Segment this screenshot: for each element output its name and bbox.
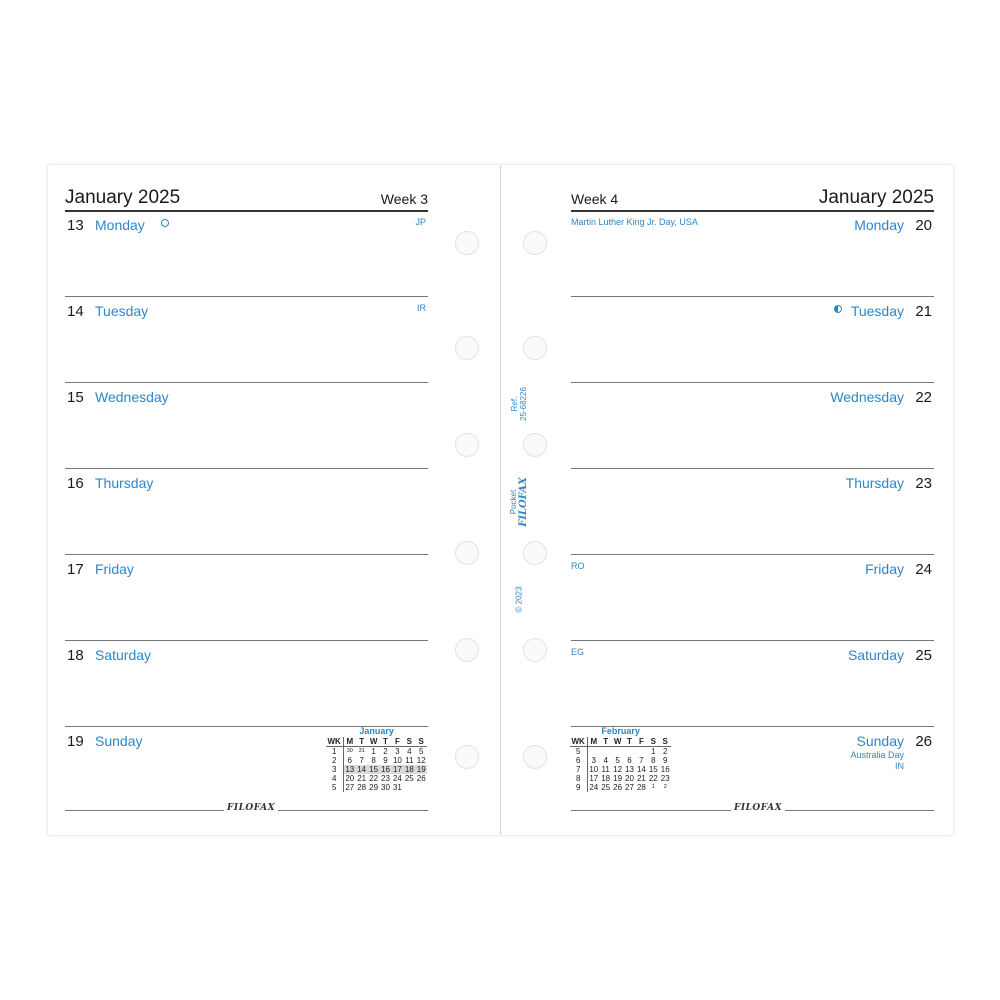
date-cell — [624, 747, 636, 757]
brand-logo: FILOFAX — [731, 803, 785, 813]
spine-brand: FILOFAX — [518, 477, 529, 527]
mini-calendar-february — [570, 726, 671, 792]
mini-calendar-row — [570, 774, 671, 783]
date-cell: 8 — [651, 756, 656, 765]
date-cell: 21 — [636, 774, 646, 783]
binder-hole — [523, 231, 547, 255]
date-cell: 14 — [636, 765, 646, 774]
date-cell: 25 — [601, 783, 611, 792]
binder-hole — [455, 541, 479, 565]
day-name: Tuesday — [95, 303, 149, 319]
mini-calendar-row — [570, 747, 671, 757]
date-cell: 2 — [663, 784, 667, 790]
date-cell: 24 — [589, 783, 599, 792]
size-label: Pocket — [509, 489, 518, 515]
day-wednesday[interactable] — [65, 383, 428, 469]
date-cell: 5 — [418, 747, 424, 756]
date-cell: 1 — [371, 747, 376, 756]
date-cell: 5 — [615, 756, 620, 765]
date-cell: 30 — [381, 783, 390, 792]
mini-calendar-header: F — [635, 737, 647, 747]
mini-calendar-header: S — [415, 737, 427, 747]
date-cell: 31 — [358, 748, 365, 754]
date-cell — [600, 747, 612, 757]
day-number: 22 — [915, 389, 932, 406]
week-number: 1 — [326, 747, 343, 757]
date-cell: 27 — [345, 783, 355, 792]
week-label: Week 4 — [571, 191, 619, 207]
day-tuesday[interactable] — [571, 297, 934, 383]
day-name: Saturday — [847, 647, 904, 663]
week-number: 5 — [326, 783, 343, 792]
day-name: Wednesday — [830, 389, 904, 405]
date-cell: 4 — [407, 747, 412, 756]
reference-code — [510, 364, 528, 444]
binder-hole — [455, 745, 479, 769]
day-name: Monday — [854, 217, 904, 233]
day-name: Friday — [865, 561, 904, 577]
holiday-note: Martin Luther King Jr. Day, USA — [571, 217, 698, 227]
day-number: 26 — [915, 733, 932, 750]
holiday-note-secondary: IN — [895, 761, 904, 771]
binder-hole — [523, 745, 547, 769]
size-brand-mark — [509, 462, 529, 542]
date-cell: 12 — [613, 765, 623, 774]
date-cell: 29 — [369, 783, 379, 792]
day-name: Friday — [95, 561, 134, 577]
date-cell: 18 — [404, 765, 414, 774]
mini-calendar-row — [326, 756, 427, 765]
date-cell: 15 — [648, 765, 658, 774]
week-number: 9 — [570, 783, 587, 792]
date-cell: 1 — [651, 747, 656, 756]
date-cell: 21 — [357, 774, 367, 783]
day-monday[interactable] — [65, 211, 428, 297]
mini-calendar-header: F — [391, 737, 403, 747]
day-thursday[interactable] — [571, 469, 934, 555]
mini-calendar-row-current-week — [326, 765, 427, 774]
ref-code: 25-68226 — [519, 387, 528, 421]
day-friday[interactable] — [65, 555, 428, 641]
week-number: 3 — [326, 765, 343, 774]
day-number: 15 — [67, 389, 84, 406]
week-number: 7 — [570, 765, 587, 774]
day-number: 17 — [67, 561, 84, 578]
day-name: Tuesday — [850, 303, 904, 319]
date-cell: 4 — [603, 756, 608, 765]
date-cell: 26 — [416, 774, 426, 783]
day-name: Thursday — [845, 475, 904, 491]
new-moon-icon — [161, 219, 169, 227]
date-cell: 10 — [589, 765, 599, 774]
day-saturday[interactable] — [65, 641, 428, 727]
mini-calendar-header: S — [403, 737, 415, 747]
page-title: January 2025 — [65, 187, 181, 208]
date-cell: 3 — [395, 747, 400, 756]
mini-calendar-title: January — [359, 726, 394, 736]
date-cell — [403, 783, 415, 792]
date-cell: 16 — [381, 765, 390, 774]
mini-calendar-header: WK — [570, 737, 587, 747]
date-cell: 6 — [347, 756, 352, 765]
binder-hole — [455, 433, 479, 457]
holiday-note: Australia Day — [850, 750, 904, 760]
diary-refill-sheet — [48, 165, 953, 835]
date-cell: 18 — [601, 774, 611, 783]
mini-calendar-row — [326, 747, 427, 757]
date-cell: 16 — [660, 765, 670, 774]
date-cell: 23 — [660, 774, 670, 783]
day-number: 14 — [67, 303, 84, 320]
date-cell: 3 — [591, 756, 596, 765]
date-cell: 23 — [381, 774, 390, 783]
date-cell: 27 — [625, 783, 634, 792]
page-title: January 2025 — [818, 187, 934, 208]
date-cell: 9 — [383, 756, 388, 765]
date-cell: 31 — [392, 783, 402, 792]
date-cell — [415, 783, 427, 792]
day-name: Wednesday — [95, 389, 169, 405]
date-cell: 13 — [345, 765, 355, 774]
mini-calendar-row — [326, 783, 427, 792]
mini-calendar-header: M — [343, 737, 355, 747]
mini-calendar-header: WK — [326, 737, 343, 747]
date-cell — [612, 747, 624, 757]
mini-calendar-header: T — [380, 737, 392, 747]
week-number: 5 — [570, 747, 587, 757]
date-cell: 1 — [651, 784, 655, 790]
day-number: 20 — [915, 217, 932, 234]
day-number: 16 — [67, 475, 84, 492]
binder-hole — [455, 638, 479, 662]
week-number: 2 — [326, 756, 343, 765]
holiday-note: IR — [417, 303, 426, 313]
day-number: 13 — [67, 217, 84, 234]
week-number: 6 — [570, 756, 587, 765]
brand-logo: FILOFAX — [224, 803, 278, 813]
mini-calendar-row — [570, 783, 671, 792]
date-cell: 20 — [345, 774, 355, 783]
date-cell: 6 — [627, 756, 632, 765]
date-cell: 28 — [636, 783, 646, 792]
week-label: Week 3 — [380, 191, 428, 207]
day-number: 25 — [915, 647, 932, 664]
date-cell: 11 — [601, 765, 610, 774]
day-name: Saturday — [95, 647, 152, 663]
date-cell: 2 — [383, 747, 388, 756]
day-monday[interactable] — [571, 211, 934, 297]
day-name: Thursday — [95, 475, 154, 491]
date-cell: 7 — [359, 756, 364, 765]
date-cell: 13 — [625, 765, 634, 774]
day-number: 19 — [67, 733, 84, 750]
date-cell: 24 — [392, 774, 402, 783]
date-cell: 25 — [404, 774, 414, 783]
mini-calendar-header: W — [368, 737, 380, 747]
date-cell: 17 — [392, 765, 402, 774]
day-friday[interactable] — [571, 555, 934, 641]
first-quarter-moon-icon — [834, 305, 842, 313]
date-cell: 19 — [613, 774, 623, 783]
date-cell: 2 — [662, 747, 668, 756]
date-cell: 17 — [589, 774, 599, 783]
mini-calendar-january — [326, 726, 427, 792]
day-number: 24 — [915, 561, 932, 578]
binder-hole — [523, 638, 547, 662]
holiday-note: JP — [415, 217, 426, 227]
date-cell: 12 — [416, 756, 426, 765]
day-tuesday[interactable] — [65, 297, 428, 383]
mini-calendar-header: S — [659, 737, 671, 747]
ref-label: Ref. — [510, 396, 519, 412]
date-cell: 19 — [416, 765, 426, 774]
date-cell: 28 — [357, 783, 367, 792]
mini-calendar-header: T — [624, 737, 636, 747]
mini-calendar-header: W — [612, 737, 624, 747]
week-number: 4 — [326, 774, 343, 783]
holiday-note: RO — [571, 561, 585, 571]
day-wednesday[interactable] — [571, 383, 934, 469]
date-cell: 22 — [369, 774, 379, 783]
binder-hole — [455, 231, 479, 255]
day-name: Sunday — [95, 733, 143, 749]
binder-hole — [455, 336, 479, 360]
mini-calendar-row — [326, 774, 427, 783]
copyright: © 2023 — [514, 586, 524, 613]
holiday-note: EG — [571, 647, 585, 657]
left-page — [48, 165, 500, 835]
day-saturday[interactable] — [571, 641, 934, 727]
mini-calendar-header: S — [647, 737, 659, 747]
mini-calendar-header: T — [600, 737, 612, 747]
date-cell: 26 — [613, 783, 623, 792]
mini-calendar-title: February — [601, 726, 640, 736]
date-cell: 8 — [371, 756, 376, 765]
day-number: 23 — [915, 475, 932, 492]
date-cell: 14 — [357, 765, 367, 774]
day-number: 18 — [67, 647, 84, 664]
day-thursday[interactable] — [65, 469, 428, 555]
date-cell: 10 — [392, 756, 402, 765]
date-cell — [587, 747, 599, 757]
right-page — [501, 165, 953, 835]
date-cell: 20 — [625, 774, 634, 783]
binder-hole — [523, 541, 547, 565]
day-name: Sunday — [856, 733, 904, 749]
mini-calendar-header: T — [356, 737, 368, 747]
binder-hole — [523, 336, 547, 360]
mini-calendar-row — [570, 765, 671, 774]
date-cell: 15 — [369, 765, 379, 774]
date-cell — [635, 747, 647, 757]
date-cell: 22 — [648, 774, 658, 783]
date-cell: 30 — [346, 748, 353, 754]
date-cell: 11 — [405, 756, 414, 765]
mini-calendar-row — [570, 756, 671, 765]
day-name: Monday — [95, 217, 145, 233]
week-number: 8 — [570, 774, 587, 783]
mini-calendar-header: M — [587, 737, 599, 747]
date-cell: 7 — [639, 756, 644, 765]
date-cell: 9 — [662, 756, 668, 765]
day-number: 21 — [915, 303, 932, 320]
